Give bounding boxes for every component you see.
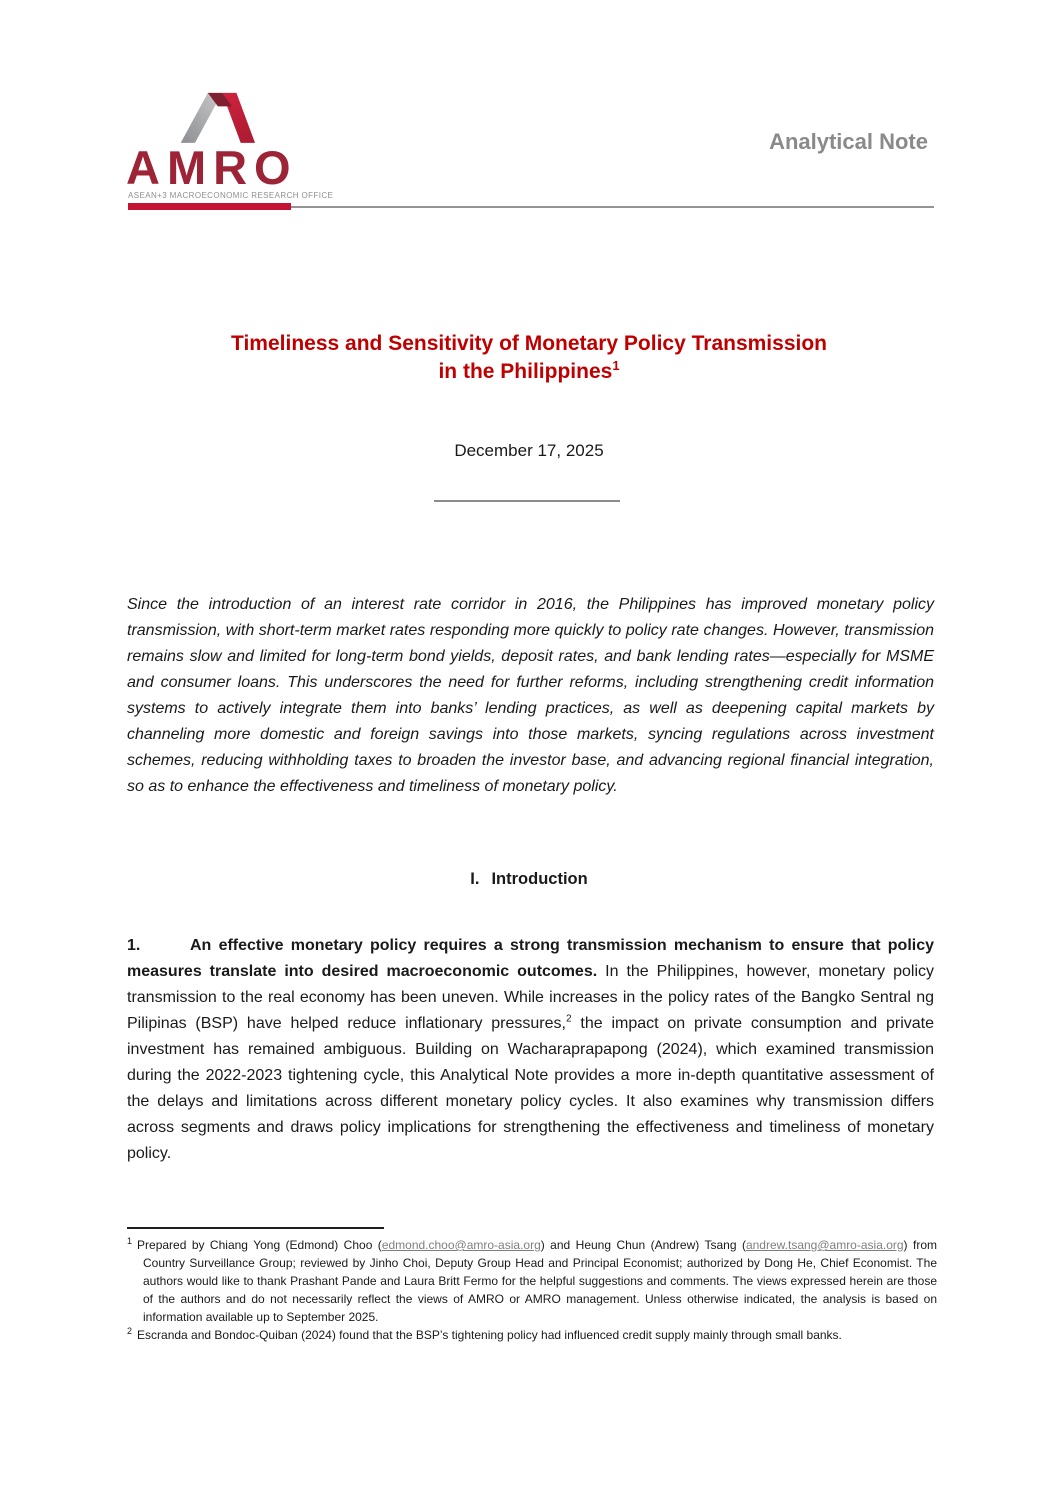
footnotes: [127, 1236, 937, 1344]
paragraph-body-2: the impact on private consumption and private investment has remained ambiguous. Building on Wacharaprapapong (2024), which examined transmission during the 2022-2023 tightening cycle, this Analytical Note provides a more in-depth quantitative assessment of the delays and limitations across different monetary policy cycles. It also examines why transmission differs across segments and draws policy implications for strengthening the effectiveness and timeliness of monetary policy.: [127, 1015, 934, 1162]
doc-type-label: Analytical Note: [769, 129, 928, 154]
email-link-edmond[interactable]: edmond.choo@amro-asia.org: [381, 1238, 541, 1252]
section-heading-introduction: [0, 870, 1058, 889]
paragraph-1: [127, 933, 934, 1167]
title-footnote-ref: 1: [612, 358, 620, 373]
section-label: Introduction: [491, 870, 588, 888]
footnote-2: [127, 1326, 937, 1344]
footnote-1-text-c: ) from Country Surveillance Group; reviewed by Jinho Choi, Deputy Group Head and Principal Economist; authorized by Dong He, Chief Economist. The authors would like to thank Prashant Pande and Laura Britt Fermo for the helpful suggestions and comments. The views expressed herein are those of the authors and do not necessarily reflect the views of AMRO or AMRO management. Unless otherwise indicated, the analysis is based on information available up to September 2025.: [143, 1238, 937, 1324]
date-divider: [434, 500, 620, 502]
amro-logo-icon: [175, 86, 255, 144]
footnote-2-ref: 2: [127, 1326, 133, 1336]
abstract: Since the introduction of an interest rate corridor in 2016, the Philippines has improved monetary policy transmission, with short-term market rates responding more quickly to policy rate changes. However, transmission remains slow and limited for long-term bond yields, deposit rates, and bank lending rates—especially for MSME and consumer loans. This underscores the need for further reforms, including strengthening credit information systems to actively integrate them into banks’ lending practices, as well as deepening capital markets by channeling more domestic and foreign savings into those markets, syncing regulations across investment schemes, reducing withholding taxes to broaden the investor base, and advancing regional financial integration, so as to enhance the effectiveness and timeliness of monetary policy.: [127, 596, 934, 795]
title-line2: in the Philippines: [438, 360, 613, 383]
footnote-divider: [127, 1227, 384, 1229]
title-line1: Timeliness and Sensitivity of Monetary Policy Transmission: [231, 332, 827, 355]
footnote-1-ref: 1: [127, 1236, 133, 1246]
paragraph-body-1: In the Philippines, however, monetary policy transmission to the real economy has been uneven. While increases in the policy rates of the Bangko Sentral ng Pilipinas (BSP) have helped reduce inflationary pressures,: [127, 963, 934, 1032]
footnote-1-text-b: ) and Heung Chun (Andrew) Tsang (: [540, 1238, 746, 1252]
amro-logo-tagline: ASEAN+3 MACROECONOMIC RESEARCH OFFICE: [128, 191, 334, 200]
amro-logo-wordmark: AMRO: [126, 141, 298, 194]
page-title: [0, 330, 1058, 386]
publication-date: December 17, 2025: [454, 441, 604, 460]
email-link-andrew[interactable]: andrew.tsang@amro-asia.org: [745, 1238, 904, 1252]
paragraph-bold-lead: An effective monetary policy requires a strong transmission mechanism to ensure that policy measures translate into desired macroeconomic outcomes.: [127, 937, 934, 980]
section-numeral: I.: [470, 870, 480, 888]
paragraph-number: 1.: [127, 937, 141, 954]
footnote-ref-2-marker: 2: [565, 1013, 572, 1025]
footnote-1-text-a: Prepared by Chiang Yong (Edmond) Choo (: [137, 1238, 382, 1252]
footnote-2-text: Escranda and Bondoc-Quiban (2024) found that the BSP’s tightening policy had influenced credit supply mainly through small banks.: [137, 1328, 842, 1342]
header-rule-red: [128, 203, 291, 210]
header-rule-gray: [291, 206, 934, 208]
footnote-1: [127, 1236, 937, 1326]
